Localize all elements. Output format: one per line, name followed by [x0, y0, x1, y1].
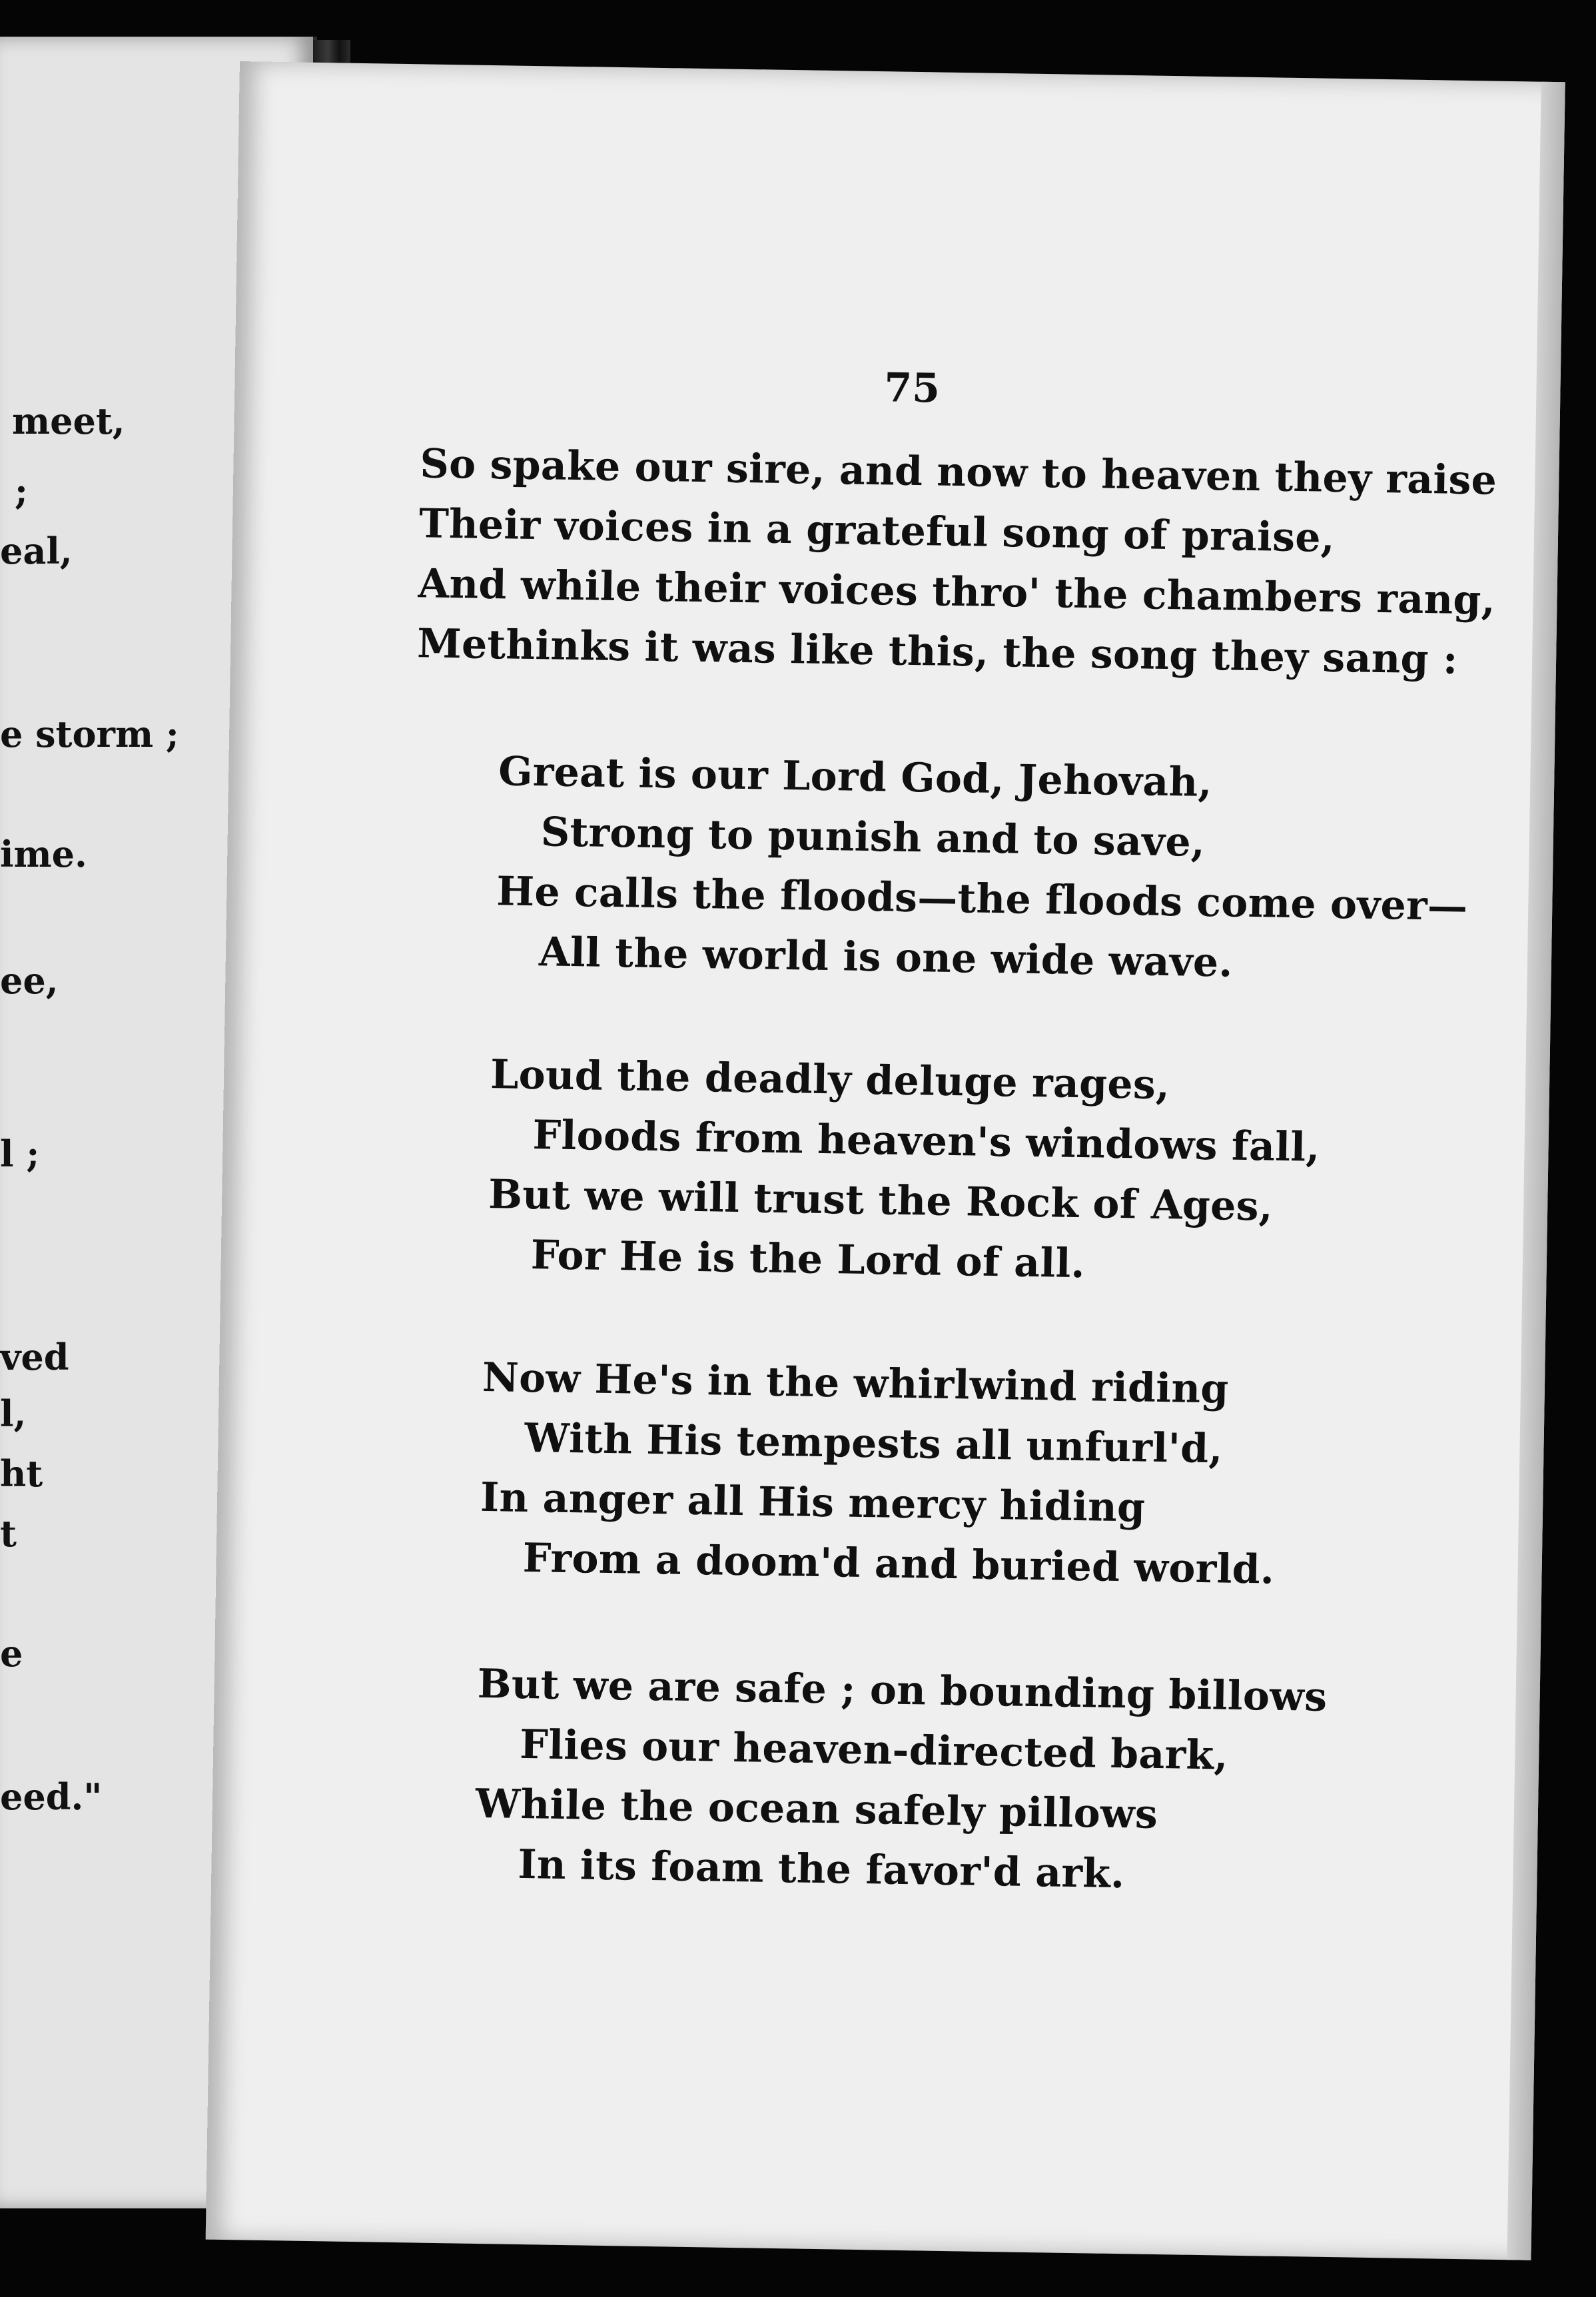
left-page-fragment: ;	[15, 470, 28, 512]
stanza-line: But we will trust the Rock of Ages,	[488, 1171, 1274, 1230]
stanza-line: He calls the floods—the floods come over—	[496, 868, 1468, 931]
stanza-line: With His tempests all unfurl'd,	[524, 1414, 1224, 1473]
intro-line: And while their voices thro' the chambers rang,	[418, 560, 1496, 624]
intro-line: Methinks it was like this, the song they sang :	[416, 620, 1459, 684]
left-page-fragment: e storm ;	[0, 713, 179, 755]
left-page-fragment: ime.	[0, 833, 87, 875]
stanza-line: Great is our Lord God, Jehovah,	[498, 748, 1213, 807]
stanza-line: From a doom'd and buried world.	[522, 1534, 1275, 1594]
left-page-fragment: t	[0, 1512, 17, 1555]
stanza-line: Now He's in the whirlwind riding	[482, 1354, 1230, 1413]
left-page-fragment: e	[0, 1632, 23, 1675]
page-number: 75	[883, 364, 941, 412]
stanza-line: For He is the Lord of all.	[530, 1232, 1086, 1288]
left-page-fragment: l,	[0, 1392, 27, 1435]
stanza-line: In its foam the favor'd ark.	[517, 1841, 1125, 1898]
page-75	[206, 61, 1565, 2260]
left-page-fragment: l ;	[0, 1133, 40, 1175]
stanza-line: Loud the deadly deluge rages,	[490, 1051, 1170, 1109]
left-page-fragment: eal,	[0, 530, 73, 572]
left-page-fragment: ht	[0, 1452, 43, 1495]
stanza-line: Floods from heaven's windows fall,	[532, 1112, 1321, 1171]
stanza-line: But we are safe ; on bounding billows	[477, 1660, 1328, 1721]
left-page-fragment: ved	[0, 1336, 69, 1378]
intro-line: So spake our sire, and now to heaven they raise	[419, 440, 1497, 504]
left-page-fragment: meet,	[12, 400, 125, 442]
stanza-line: Strong to punish and to save,	[540, 809, 1206, 866]
left-page-fragment: eed."	[0, 1775, 103, 1818]
stanza-line: All the world is one wide wave.	[538, 929, 1234, 987]
left-page-fragment: ee,	[0, 959, 59, 1002]
stanza-line: In anger all His mercy hiding	[480, 1474, 1146, 1532]
intro-line: Their voices in a grateful song of praise,	[418, 500, 1336, 562]
stanza-line: Flies our heaven-directed bark,	[519, 1721, 1229, 1779]
stanza-line: While the ocean safely pillows	[475, 1780, 1158, 1838]
